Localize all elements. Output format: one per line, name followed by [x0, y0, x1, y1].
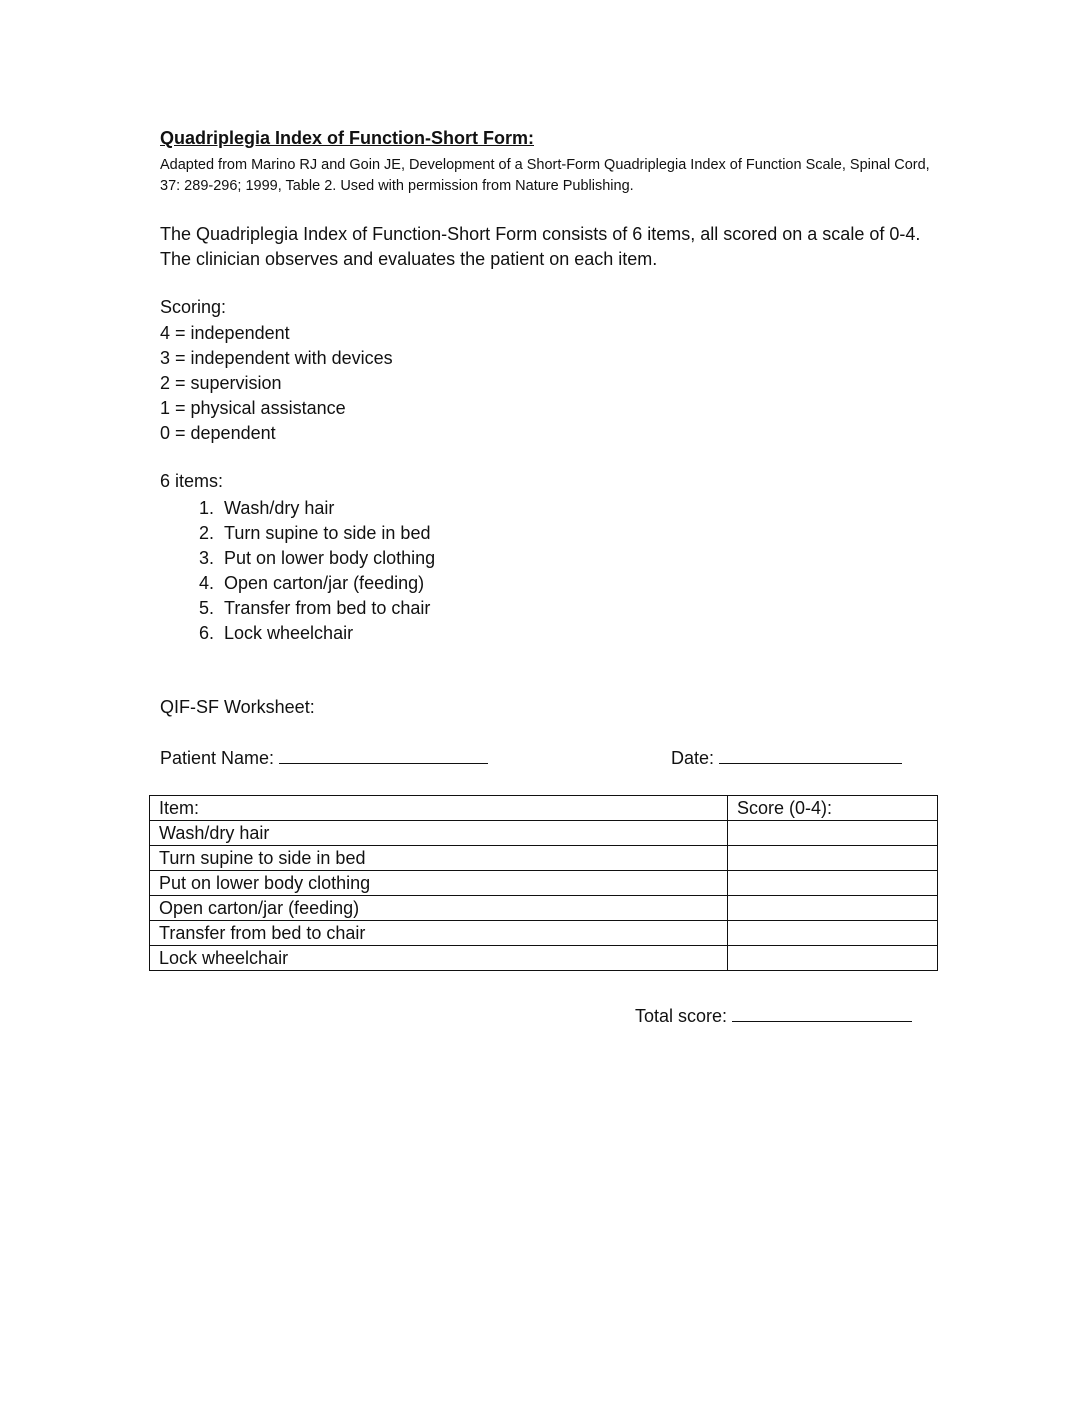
total-score-field	[635, 1005, 912, 1027]
total-score-blank[interactable]	[732, 1005, 912, 1022]
list-item	[160, 546, 435, 571]
score-cell[interactable]	[728, 846, 938, 871]
item-column-header: Item:	[150, 796, 728, 821]
item-number: 2.	[198, 523, 214, 543]
item-text: Transfer from bed to chair	[224, 598, 431, 618]
item-number: 1.	[198, 498, 214, 518]
list-item	[160, 521, 435, 546]
date-blank[interactable]	[719, 747, 902, 764]
item-cell: Lock wheelchair	[150, 946, 728, 971]
patient-name-label: Patient Name:	[160, 748, 275, 768]
scoring-level: 4 = independent	[160, 323, 290, 343]
table-row	[150, 946, 938, 971]
item-number: 3.	[198, 548, 214, 568]
list-item	[160, 571, 435, 596]
worksheet-table	[149, 795, 938, 971]
items-list	[160, 496, 435, 646]
table-row	[150, 821, 938, 846]
score-column-header: Score (0-4):	[728, 796, 938, 821]
item-text: Open carton/jar (feeding)	[224, 573, 425, 593]
score-cell[interactable]	[728, 871, 938, 896]
date-field	[671, 747, 902, 769]
intro-paragraph: The Quadriplegia Index of Function-Short Form consists of 6 items, all scored on a scale of 0-4. The clinician observes and evaluates the patient on each item.	[160, 224, 921, 269]
score-cell[interactable]	[728, 921, 938, 946]
score-cell[interactable]	[728, 821, 938, 846]
list-item	[160, 596, 435, 621]
worksheet-heading: QIF-SF Worksheet:	[160, 697, 315, 717]
citation-text: Adapted from Marino RJ and Goin JE, Development of a Short-Form Quadriplegia Index of Function Scale, Spinal Cord, 37: 289-296; 1999, Table 2. Used with permission from Nature Publishing.	[160, 157, 930, 194]
scoring-level: 3 = independent with devices	[160, 348, 393, 368]
scoring-levels-list	[160, 321, 393, 446]
items-heading: 6 items:	[160, 471, 224, 491]
item-text: Turn supine to side in bed	[224, 523, 431, 543]
table-header-row	[150, 796, 938, 821]
scoring-level: 0 = dependent	[160, 423, 276, 443]
item-cell: Turn supine to side in bed	[150, 846, 728, 871]
item-text: Wash/dry hair	[224, 498, 335, 518]
patient-name-field	[160, 747, 488, 769]
scoring-heading: Scoring:	[160, 297, 227, 317]
table-row	[150, 921, 938, 946]
item-cell: Transfer from bed to chair	[150, 921, 728, 946]
table-row	[150, 896, 938, 921]
date-label: Date:	[671, 748, 715, 768]
item-number: 4.	[198, 573, 214, 593]
item-cell: Put on lower body clothing	[150, 871, 728, 896]
document-title: Quadriplegia Index of Function-Short Form:	[160, 128, 534, 148]
item-cell: Open carton/jar (feeding)	[150, 896, 728, 921]
scoring-level: 1 = physical assistance	[160, 398, 346, 418]
list-item	[160, 621, 435, 646]
item-number: 6.	[198, 623, 214, 643]
item-number: 5.	[198, 598, 214, 618]
score-cell[interactable]	[728, 896, 938, 921]
table-row	[150, 871, 938, 896]
total-score-label: Total score:	[635, 1006, 728, 1026]
table-row	[150, 846, 938, 871]
score-cell[interactable]	[728, 946, 938, 971]
scoring-level: 2 = supervision	[160, 373, 282, 393]
item-cell: Wash/dry hair	[150, 821, 728, 846]
patient-name-blank[interactable]	[279, 747, 488, 764]
list-item	[160, 496, 435, 521]
item-text: Put on lower body clothing	[224, 548, 436, 568]
item-text: Lock wheelchair	[224, 623, 354, 643]
